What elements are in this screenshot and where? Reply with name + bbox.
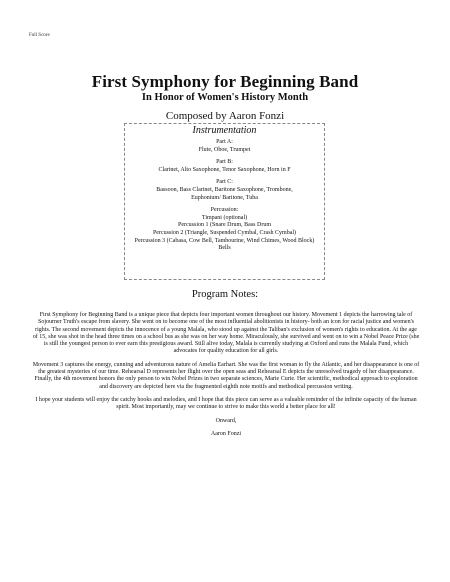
instrument-group-percussion [125,207,324,253]
instrument-list: Bassoon, Bass Clarinet, Baritone Saxophone, Trombone, [156,186,293,193]
group-label: Part B: [216,159,233,166]
instrument-list: Flute, Oboe, Trumpet [198,146,251,153]
instrument-list: Bells [218,245,231,252]
group-label: Part C: [216,179,233,186]
instrumentation-heading: Instrumentation [192,125,257,136]
instrument-list: Percussion 3 (Cabasa, Cow Bell, Tambourine, Wind Chimes, Wood Block) [134,237,315,244]
program-notes-paragraph: I hope your students will enjoy the catchy hooks and melodies, and I hope that this piece can serve as a valuable reminder of the infinite capacity of the human spirit. Most importantly, may we continue to strive to make this world a better place for all! [35,396,417,411]
group-label: Percussion: [210,207,239,214]
score-type-label: Full Score [29,33,50,38]
page-subtitle: In Honor of Women's History Month [141,92,309,103]
instrument-list: Percussion 2 (Triangle, Suspended Cymbal, Crash Cymbal) [152,229,297,236]
instrument-list: Euphonium/ Baritone, Tuba [191,194,258,201]
signature: Aaron Fonzi [210,430,242,437]
instrument-list: Timpani (optional) [201,214,248,221]
closing-line: Onward, [215,417,237,424]
program-notes-heading: Program Notes: [191,289,259,300]
program-notes-body [32,312,420,444]
instrument-group-part-b [125,159,324,174]
page-title: First Symphony for Beginning Band [91,72,359,91]
program-notes-paragraph: First Symphony for Beginning Band is a unique piece that depicts four important women throughout our history. Movement 1 depicts the harrowing tale of Sojourner Truth's escape from slavery. She went on to become one of the most influential abolitionists in history- both an icon for racial justice and women's rights. The second movement depicts the innocence of a young Malala, who stood up against the Taliban's exclusion of women's rights to education. At the age of 15, she was shot in the head three times on a school bus as she was on her way home. Miraculously, she survived and went on to win a Nobel Peace Prize (she is still the youngest person to ever earn this prestigious award. Still alive today, Malala is currently studying at Oxford and runs the Malala Fund, which advocates for quality education for all girls. [32,312,420,355]
group-label: Part A: [216,139,233,145]
instrument-list: Clarinet, Alto Saxophone, Tenor Saxophone, Horn in F [158,166,291,173]
program-notes-paragraph: Movement 3 captures the energy, cunning and adventurous nature of Amelia Earhart. She was the first woman to fly the Atlantic, and her disappearance is one of the greatest mysteries of our time. Rehearsal D represents her flight over the open seas and Rehearsal E depicts the unresolved tragedy of her disappearance. Finally, the 4th movement honors the only person to win Nobel Prizes in two separate sciences, Marie Curie. Her scientific, methodical approach to exploration and discovery are depicted here via the fragmented eighth note motifs and methodical percussion writing. [32,361,420,390]
instrument-list: Percussion 1 (Snare Drum, Bass Drum [178,222,271,229]
instrumentation-box [124,123,325,280]
instrument-group-part-c [125,179,324,202]
instrument-group-part-a [125,139,324,154]
composer-credit: Composed by Aaron Fonzi [165,110,285,122]
